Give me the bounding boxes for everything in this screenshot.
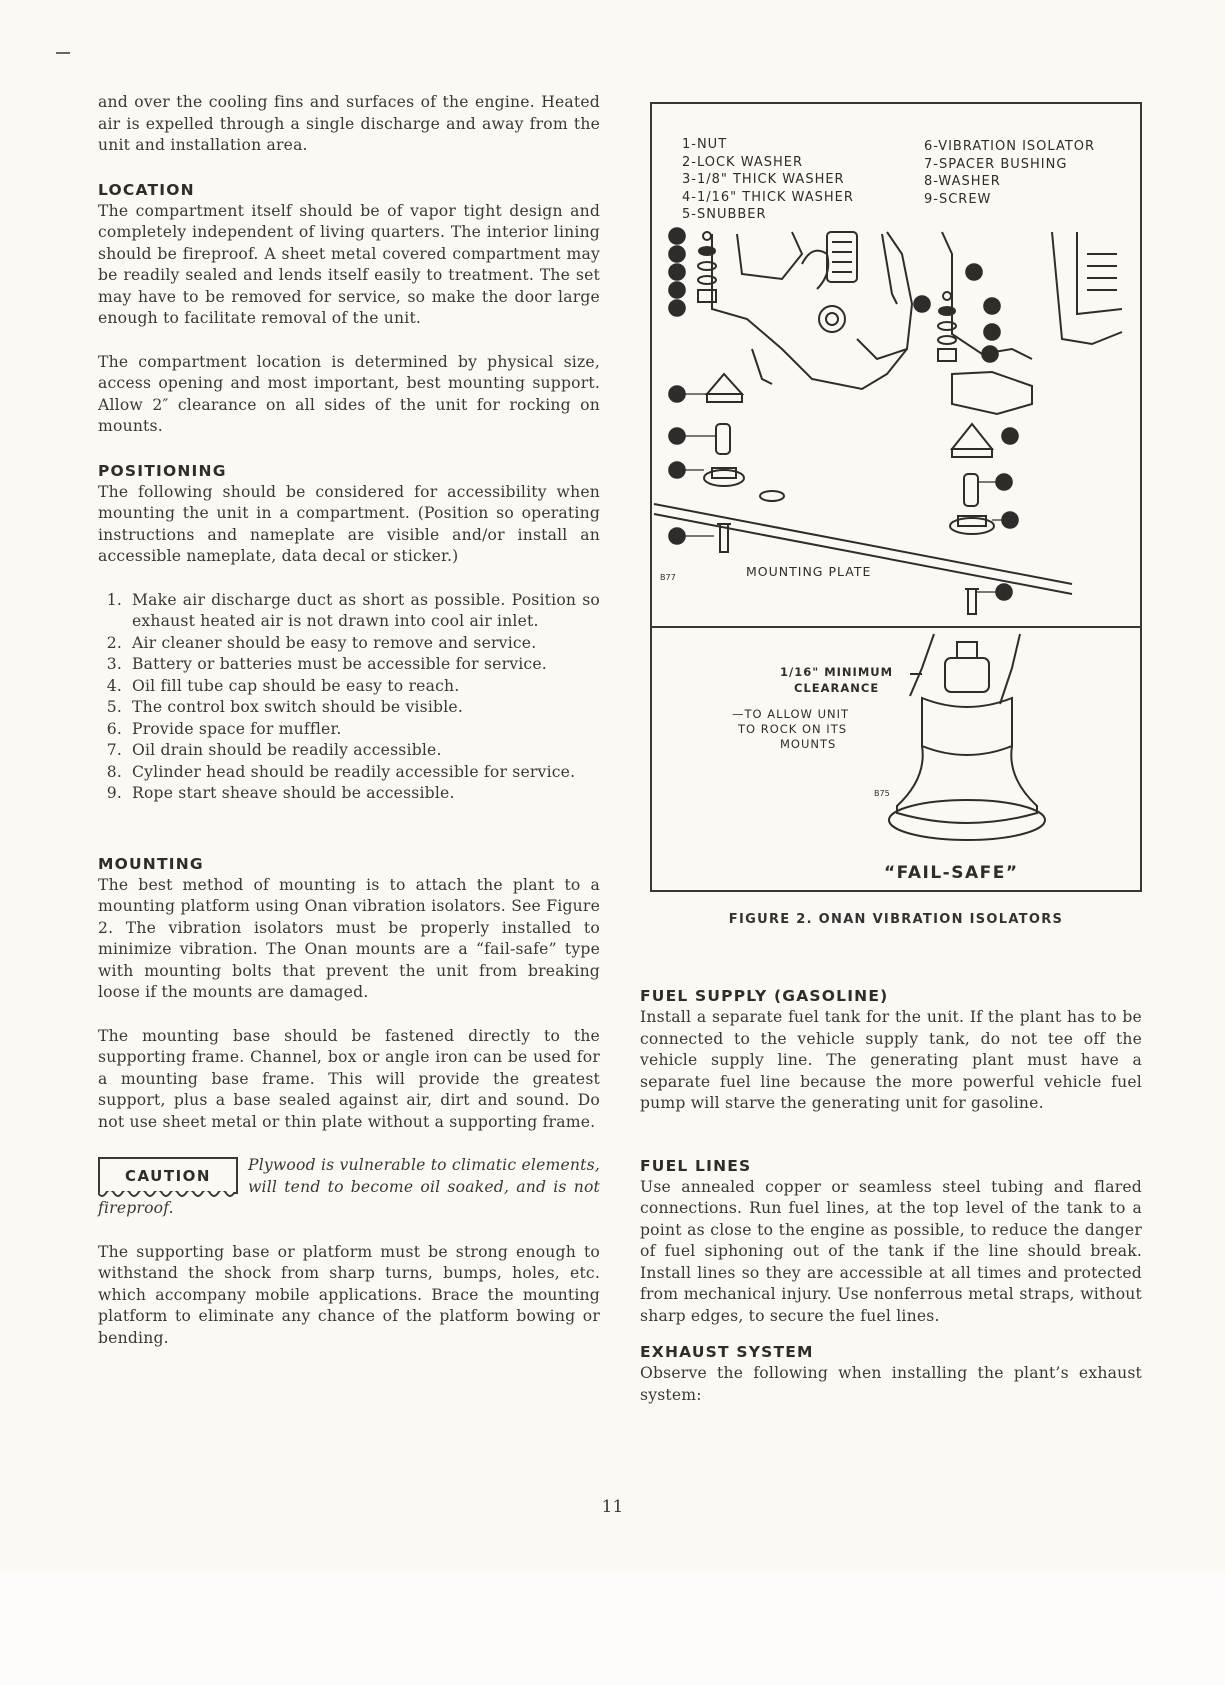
exhaust-paragraph: Observe the following when installing the plant’s exhaust system: [640,1364,1142,1404]
positioning-heading: POSITIONING [98,461,227,480]
svg-text:7: 7 [1000,475,1008,489]
mounting-paragraph-2: The mounting base should be fastened directly to the supporting frame. Channel, box or angle iron can be used for a mounting base frame. This will provide the greatest support, plus a base sealed against air, dirt and sound. Do not use sheet metal or thin plate without a supporting frame. [98,1026,600,1131]
top-figure-code: B77 [660,573,676,582]
figure-caption: FIGURE 2. ONAN VIBRATION ISOLATORS [728,912,1064,927]
svg-text:2: 2 [988,299,996,313]
page-number: 11 [601,1497,624,1517]
location-paragraph-2: The compartment location is determined by physical size, access opening and most important, best mounting support. Allow 2″ clearance on all sides of the unit for rocking on mounts. [98,352,600,435]
page-edge-mark [56,52,70,54]
rock-label-1: —TO ALLOW UNIT [732,707,850,721]
figure-legend-left: 1-NUT 2-LOCK WASHER 3-1/8" THICK WASHER 4-1/16" THICK WASHER 5-SNUBBER [682,137,854,222]
svg-text:3: 3 [673,265,681,279]
bottom-figure-code: B75 [874,789,890,798]
clearance-label-1: 1/16" MINIMUM [780,665,894,679]
caution-text: Plywood is vulnerable to climatic elements, will tend to become oil soaked, and is not fireproof. [98,1156,600,1217]
svg-text:8: 8 [673,463,681,477]
positioning-paragraph: The following should be considered for accessibility when mounting the unit in a compartment. (Position so operating instructions and nameplate are visible and/or install an accessible nameplate, data decal or sticker.) [98,482,600,565]
list-item: 8. Cylinder head should be readily accessible for service. [106,762,576,781]
exhaust-heading: EXHAUST SYSTEM [640,1343,814,1361]
svg-text:2: 2 [673,247,681,261]
rock-label-3: MOUNTS [780,737,837,751]
figure-legend-right: 6-VIBRATION ISOLATOR 7-SPACER BUSHING 8-WASHER 9-SCREW [924,139,1096,207]
svg-text:4: 4 [988,325,996,339]
svg-text:6: 6 [673,387,681,401]
left-column [98,92,600,1349]
list-item: 4. Oil fill tube cap should be easy to reach. [106,676,460,695]
fuel-supply-paragraph: Install a separate fuel tank for the unit. If the plant has to be connected to the vehicle supply tank, do not tee off the vehicle supply line. The generating plant must have a separate fuel line because the more powerful vehicle fuel pump will starve the generating unit for gasoline. [640,1008,1142,1112]
fail-safe-label: “FAIL-SAFE” [884,863,1019,883]
fuel-lines-heading: FUEL LINES [640,1156,752,1175]
page-bottom-margin [0,1573,1225,1685]
mounting-plate-label: MOUNTING PLATE [746,564,872,579]
svg-text:1: 1 [673,229,681,243]
svg-text:7: 7 [673,429,681,443]
svg-text:1: 1 [970,265,978,279]
mounting-heading: MOUNTING [98,854,204,873]
mounting-paragraph-1: The best method of mounting is to attach the plant to a mounting platform using Onan vibration isolators. See Figure 2. The vibration isolators must be properly installed to minimize vibration. The Onan mounts are a “fail-safe” type with mounting bolts that prevent the unit from breaking loose if the mounts are damaged. [98,875,600,1001]
rock-label-2: TO ROCK ON ITS [738,722,848,736]
list-item: 1. Make air discharge duct as short as possible. Position so exhaust heated air is not drawn into cool air inlet. [106,590,600,630]
figure-2-box [650,102,1142,892]
list-item: 7. Oil drain should be readily accessible. [106,741,442,759]
list-item: 5. The control box switch should be visible. [106,698,464,716]
svg-text:6: 6 [1006,429,1014,443]
svg-text:5: 5 [673,301,681,315]
list-item: 3. Battery or batteries must be accessible for service. [106,655,547,673]
svg-text:3: 3 [918,297,926,311]
positioning-list [98,590,600,805]
svg-text:4: 4 [673,283,681,297]
fail-safe-isolator-drawing [652,628,1140,892]
caution-badge: CAUTION [98,1157,238,1193]
right-column [640,985,1142,1406]
clearance-label-2: CLEARANCE [794,681,880,695]
svg-text:9: 9 [1000,585,1008,599]
location-paragraph-1: The compartment itself should be of vapor tight design and completely independent of living quarters. The interior lining should be fireproof. A sheet metal covered compartment may be readily sealed and lends itself easily to treatment. The set may have to be removed for service, so make the door large enough to facilitate removal of the unit. [98,201,600,327]
location-heading: LOCATION [98,180,195,199]
fuel-supply-heading: FUEL SUPPLY (GASOLINE) [640,987,889,1005]
caution-block [98,1155,600,1220]
list-item: 6. Provide space for muffler. [106,719,342,738]
list-item: 2. Air cleaner should be easy to remove and service. [106,633,537,652]
fuel-lines-paragraph: Use annealed copper or seamless steel tubing and flared connections. Run fuel lines, at the top level of the tank to a point as close to the engine as possible, to reduce the danger of fuel siphoning out of the tank if the line should break. Install lines so they are accessible at all times and protected from mechanical injury. Use nonferrous metal straps, without sharp edges, to secure the fuel lines. [640,1177,1142,1325]
caution-wave-border [98,1191,238,1199]
svg-text:5: 5 [986,347,994,361]
isolator-exploded-drawing [652,104,1140,624]
intro-paragraph: and over the cooling fins and surfaces of the engine. Heated air is expelled through a single discharge and away from the unit and installation area. [98,93,600,154]
mounting-paragraph-3: The supporting base or platform must be strong enough to withstand the shock from sharp turns, bumps, holes, etc. which accompany mobile applications. Brace the mounting platform to eliminate any chance of the platform bowing or bending. [98,1242,600,1347]
svg-text:9: 9 [673,529,681,543]
svg-text:8: 8 [1006,513,1014,527]
list-item: 9. Rope start sheave should be accessible. [106,784,455,802]
